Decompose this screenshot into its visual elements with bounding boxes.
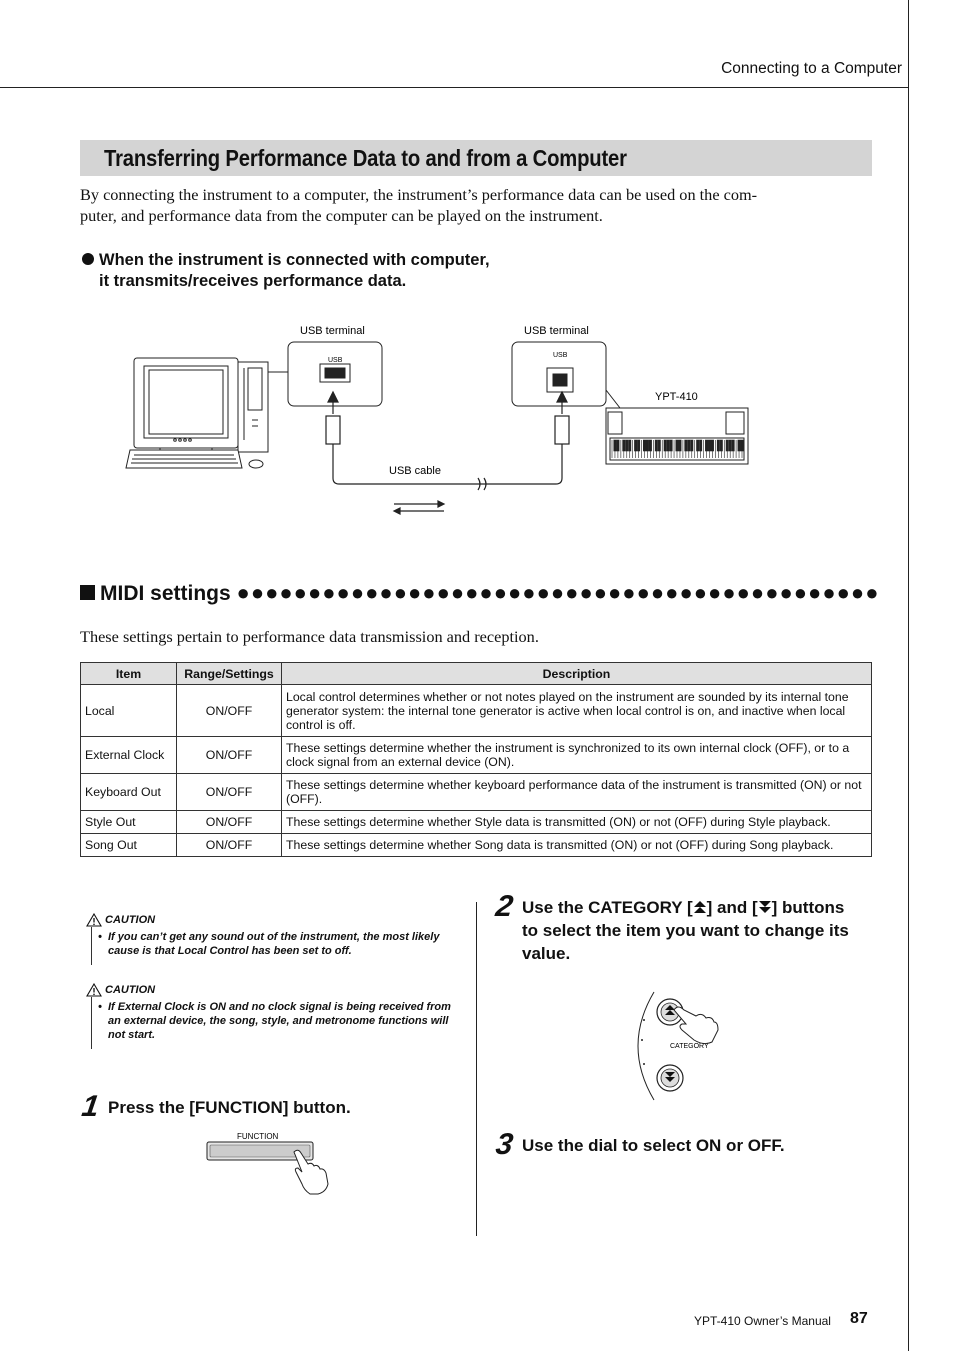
piano-black-key [726,440,728,451]
piano-black-key [643,440,645,451]
piano-black-key [679,440,681,451]
row-item: External Clock [81,737,177,774]
intro-paragraph [80,184,872,226]
piano-black-key [697,440,699,451]
caution-text-line-2: cause is that Local Control has been set to off. [108,945,352,957]
midi-settings-heading [80,580,880,606]
table-row [81,685,872,737]
piano-black-key [623,440,625,451]
row-item: Keyboard Out [81,774,177,811]
piano-black-key [658,440,660,451]
usb-mark-left: USB [328,357,343,364]
piano-black-key [676,440,678,451]
midi-intro: These settings pertain to performance data transmission and reception. [80,627,539,646]
piano-black-key [699,440,701,451]
step-text-part: Use the CATEGORY [ [522,898,693,917]
piano-black-key [626,440,628,451]
step-text-line-2: to select the item you want to change its [522,921,849,940]
piano-black-key [688,440,690,451]
piano-black-key [617,440,619,451]
row-range: ON/OFF [177,685,282,737]
header-rule [0,87,909,88]
caution-text-line-1: If you can’t get any sound out of the instrument, the most likely [108,931,440,943]
bullet-heading-line-1: When the instrument is connected with computer, [99,251,490,269]
row-item: Style Out [81,811,177,834]
usb-mark-right: USB [553,352,568,359]
piano-black-key [670,440,672,451]
section-title-band [80,140,872,176]
piano-black-key [646,440,648,451]
caution-label: CAUTION [105,914,156,926]
footer-manual-title: YPT-410 Owner’s Manual [694,1314,831,1328]
usb-cable [326,392,569,514]
row-range: ON/OFF [177,811,282,834]
caution-text-line-3: not start. [108,1029,156,1041]
table-row [81,774,872,811]
row-description: These settings determine whether Style data is transmitted (ON) or not (OFF) during Style playback. [282,811,872,834]
category-up-icon [693,901,707,914]
piano-black-key [667,440,669,451]
table-row [81,834,872,857]
row-description: These settings determine whether keyboard performance data of the instrument is transmitted (ON) or not (OFF). [282,774,872,811]
warning-triangle-icon [86,983,102,997]
running-header: Connecting to a Computer [721,60,902,77]
row-range: ON/OFF [177,834,282,857]
usb-cable-label: USB cable [389,465,441,477]
piano-black-key [614,440,616,451]
table-row [81,811,872,834]
caution-bullet: • [98,931,102,943]
piano-black-key [732,440,734,451]
row-description: Local control determines whether or not notes played on the instrument are sounded by its internal tone generator system: the internal tone generator is active when local control is on, and inactive when local control is off. [282,685,872,737]
step-text-part: ] and [ [706,898,758,917]
pointing-hand-icon [674,1007,718,1044]
piano-black-key [629,440,631,451]
step-text-line-3: value. [522,944,571,963]
column-divider [476,902,477,1236]
step-text: Press the [FUNCTION] button. [108,1098,351,1117]
caution-bullet: • [98,1001,102,1013]
page-number: 87 [850,1310,868,1327]
caution-local-control [86,913,458,958]
right-margin-rule [908,0,909,1351]
piano-black-key [649,440,651,451]
bullet-heading-line-2: it transmits/receives performance data. [99,272,407,290]
piano-black-key [685,440,687,451]
row-item: Song Out [81,834,177,857]
heading-square-icon [80,585,95,600]
piano-black-key [634,440,636,451]
piano-black-key [711,440,713,451]
usb-terminal-right-label: USB terminal [524,325,589,337]
piano-black-key [655,440,657,451]
piano-black-key [717,440,719,451]
caution-rule [91,997,92,1049]
row-description: These settings determine whether Song data is transmitted (ON) or not (OFF) during Song playback. [282,834,872,857]
usb-terminal-left-label: USB terminal [300,325,365,337]
piano-black-key [708,440,710,451]
usb-terminal-left-callout [268,342,382,406]
function-button-illustration [200,1128,340,1198]
table-header-row [81,663,872,685]
piano-black-key [738,440,740,451]
row-item: Local [81,685,177,737]
category-down-icon [758,901,772,914]
usb-connection-diagram [120,320,760,520]
category-buttons-illustration [630,990,730,1102]
warning-triangle-icon [86,913,102,927]
function-button-label: FUNCTION [237,1132,279,1141]
piano-black-key [664,440,666,451]
row-range: ON/OFF [177,774,282,811]
bullet-dot-icon [82,253,94,265]
section-title: Transferring Performance Data to and from a Computer [104,145,627,171]
category-button-label: CATEGORY [670,1043,709,1050]
heading-dot-leader: ●●●●●●●●●●●●●●●●●●●●●●●●●●●●●●●●●●●●●●●●●●●●● [236,580,880,605]
caution-external-clock [86,983,458,1042]
caution-label: CAUTION [105,984,156,996]
computer-illustration [126,358,268,468]
caution-text-line-2: an external device, the song, style, and metronome functions will [108,1015,449,1027]
step-text: Use the dial to select ON or OFF. [522,1136,785,1155]
piano-black-key [637,440,639,451]
piano-black-key [705,440,707,451]
piano-black-key [741,440,743,451]
header-description: Description [282,663,872,685]
piano-black-key [691,440,693,451]
intro-line-1: By connecting the instrument to a computer, the instrument’s performance data can be used on the com- [80,185,758,204]
intro-line-2: puter, and performance data from the computer can be played on the instrument. [80,206,603,225]
caution-rule [91,927,92,965]
step-number: 3 [493,1128,516,1161]
step-number: 2 [493,890,516,923]
table-row [81,737,872,774]
midi-heading-text: MIDI settings [100,582,231,605]
header-range: Range/Settings [177,663,282,685]
caution-text-line-1: If External Clock is ON and no clock signal is being received from [108,1001,451,1013]
piano-black-key [720,440,722,451]
row-description: These settings determine whether the instrument is synchronized to its own internal clock (OFF), or to a clock signal from an external device (ON). [282,737,872,774]
header-item: Item [81,663,177,685]
step-text-part: ] buttons [771,898,845,917]
midi-settings-table [80,662,872,857]
bullet-heading [82,250,490,292]
row-range: ON/OFF [177,737,282,774]
step-number: 1 [79,1090,102,1123]
piano-black-key [729,440,731,451]
model-label: YPT-410 [655,391,698,403]
